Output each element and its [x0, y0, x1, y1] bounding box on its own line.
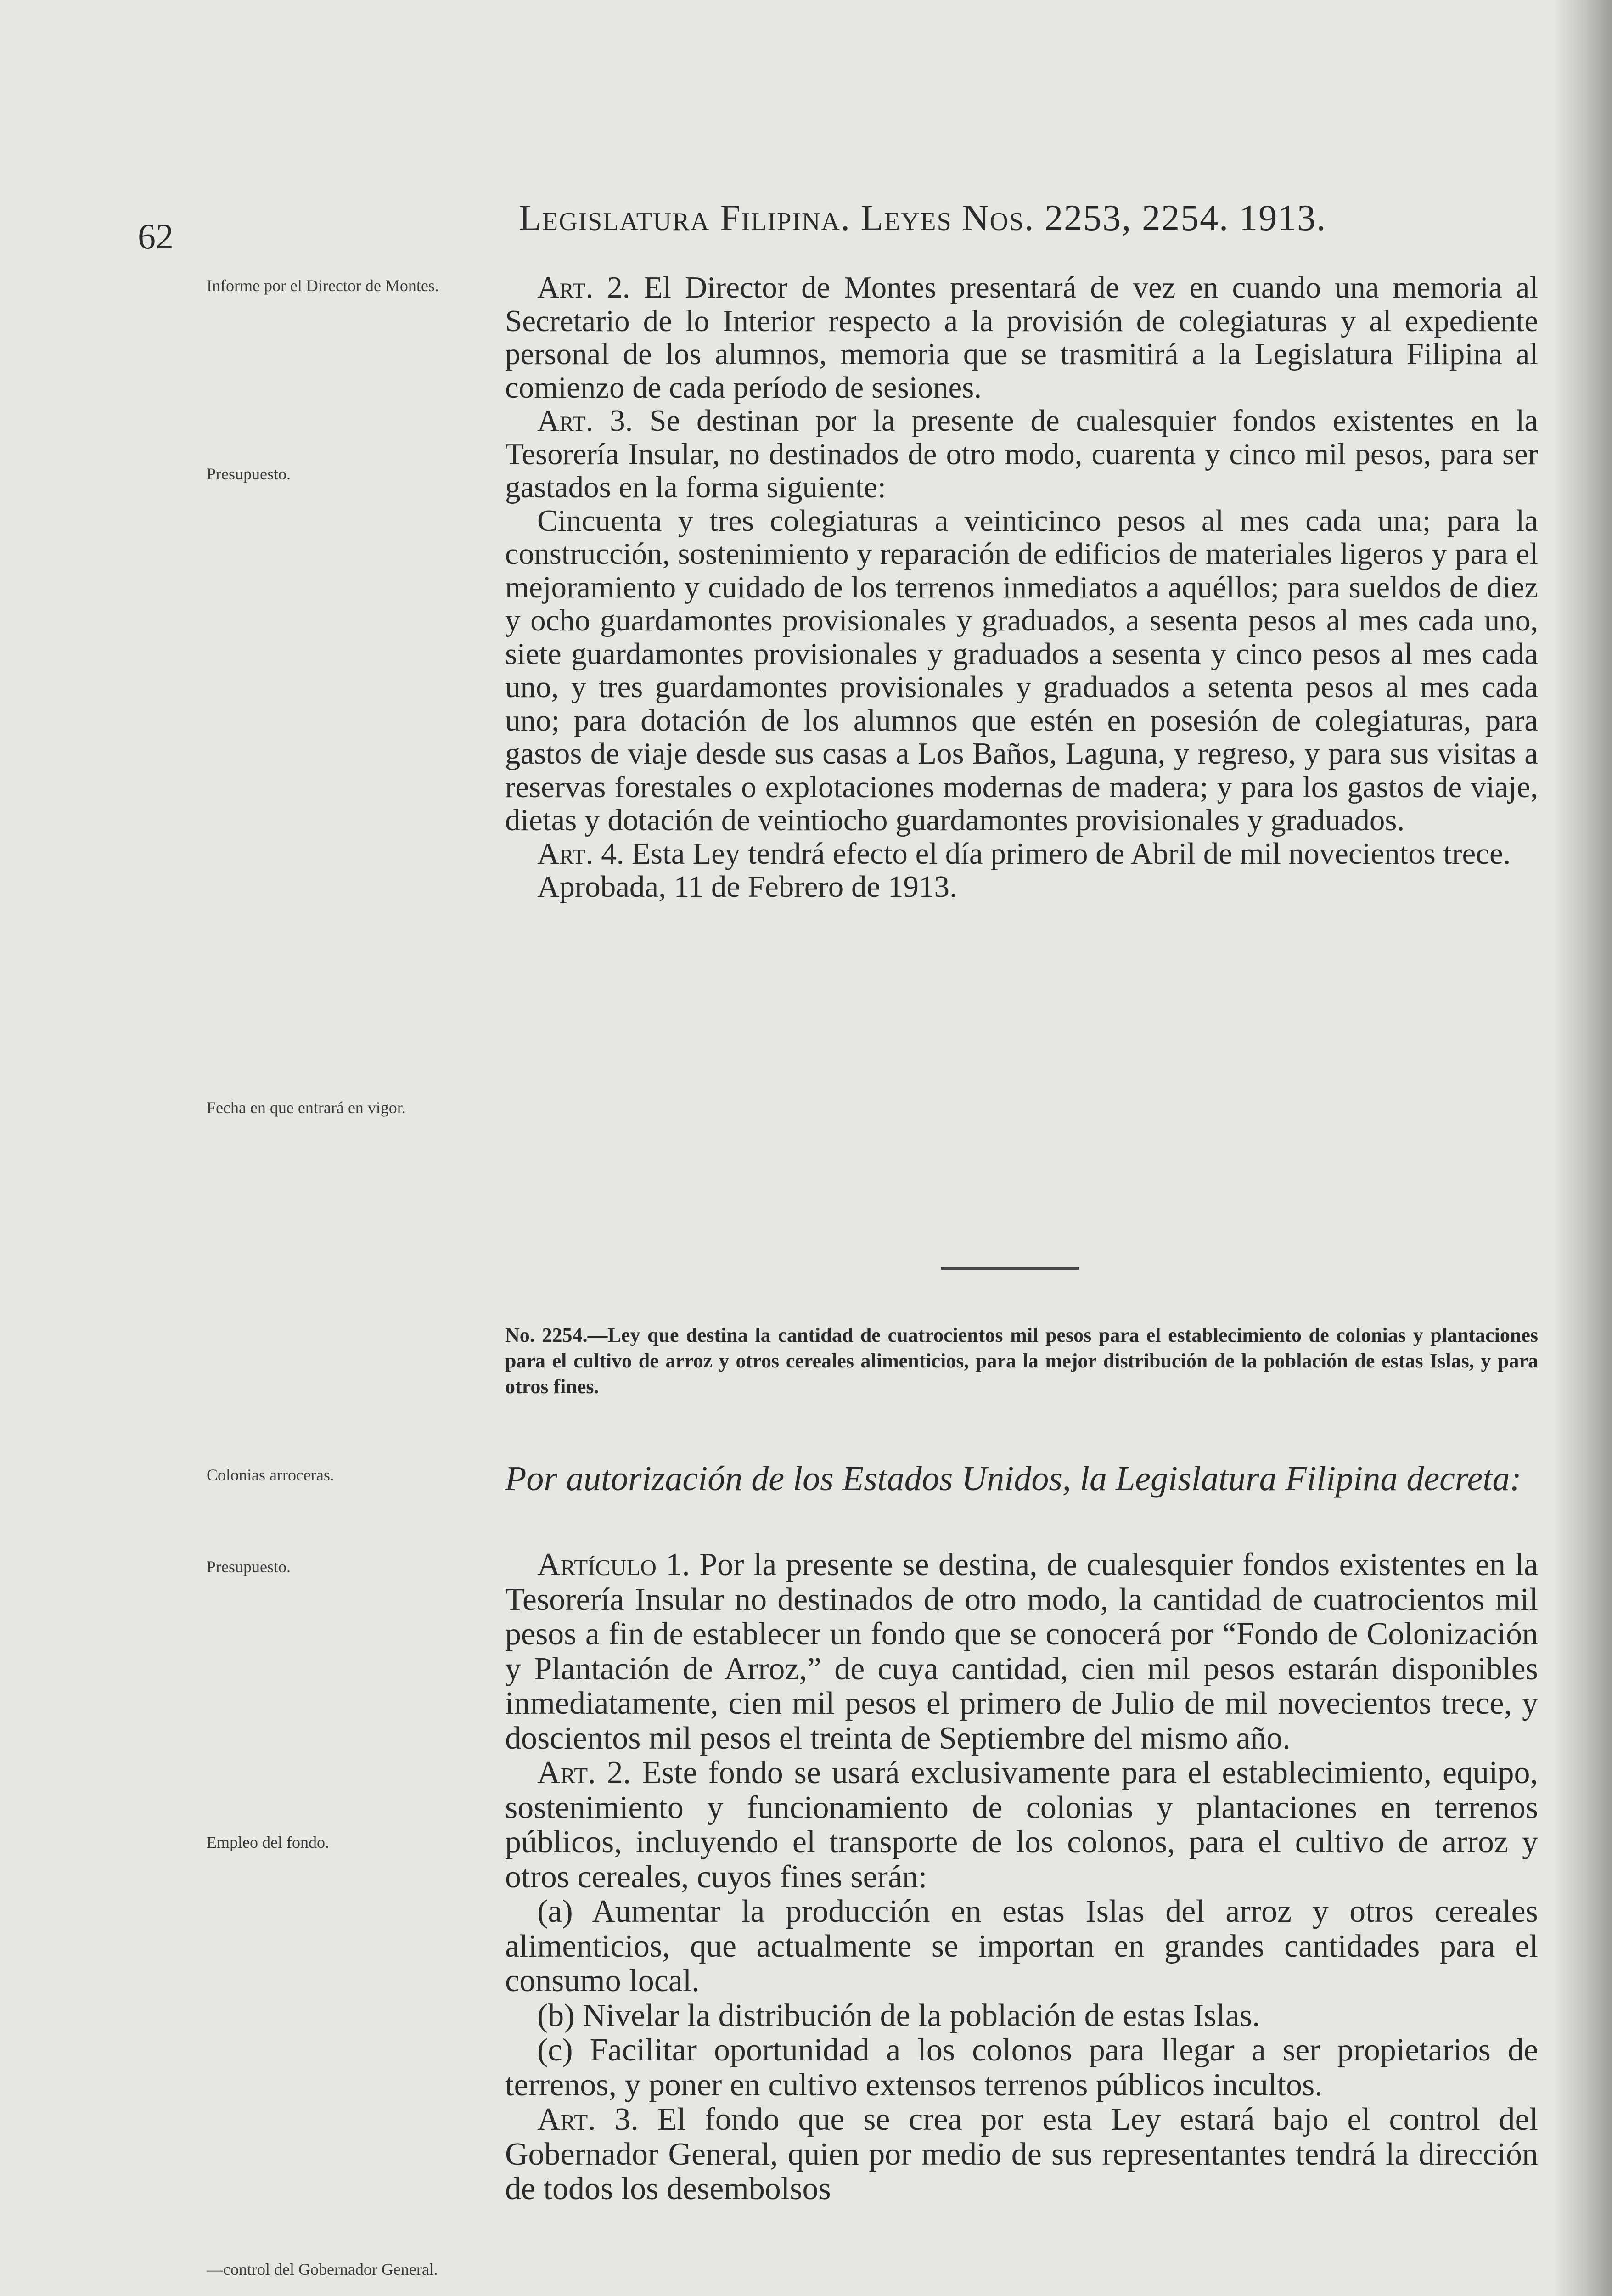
- art-label: Art. 2.: [537, 1755, 631, 1790]
- page-number: 62: [138, 216, 174, 256]
- margin-note-control: —control del Gobernador General.: [207, 2260, 438, 2279]
- art-text: Esta Ley tendrá efecto el día primero de Abril de mil novecientos trece.: [632, 836, 1511, 871]
- art-text: Se destinan por la presente de cualesquier fondos existentes en la Tesorería Insular, no destinados de otro modo, cuarenta y cinco mil pesos, para ser gastados en la forma siguiente:: [505, 404, 1539, 504]
- margin-note-empleo: Empleo del fondo.: [207, 1833, 329, 1851]
- law-2253-art3: [505, 404, 1538, 504]
- law-2253-art4: [505, 837, 1538, 871]
- art-text: Por la presente se destina, de cualesquier fondos existentes en la Tesorería Insular no destinados de otro modo, la cantidad de cuatrocientos mil pesos a fin de establecer un fondo que se conocerá por “Fondo de Colonización y Plantación de Arroz,” de cuya cantidad, cien mil pesos estarán disponibles inmediatamente, cien mil pesos el primero de Julio de mil novecientos trece, y doscientos mil pesos el treinta de Septiembre del mismo año.: [505, 1547, 1539, 1756]
- law-2254-art2: [505, 1756, 1538, 1894]
- law-2254-title: [505, 1322, 1538, 1400]
- art-label: Art. 3.: [537, 404, 633, 438]
- law-2254-art1: [505, 1548, 1538, 1756]
- law-2254-art3: [505, 2102, 1538, 2206]
- law-number: No. 2254.: [505, 1324, 588, 1346]
- law-2253-body: [505, 271, 1538, 904]
- running-header: Legislatura Filipina. Leyes Nos. 2253, 2254. 1913.: [519, 198, 1327, 238]
- margin-note-fecha: Fecha en que entrará en vigor.: [207, 1098, 406, 1117]
- law-2254-item-a: (a) Aumentar la producción en estas Islas del arroz y otros cereales alimenticios, que actualmente se importan en grandes cantidades para el consumo local.: [505, 1894, 1538, 1998]
- art-text: El fondo que se crea por esta Ley estará bajo el control del Gobernador General, quien por medio de sus representantes tendrá la dirección de todos los desembolsos: [505, 2102, 1538, 2206]
- margin-note-presupuesto-2: Presupuesto.: [207, 1558, 291, 1576]
- art-label: Artículo 1.: [537, 1547, 690, 1582]
- art-text: El Director de Montes presentará de vez en cuando una memoria al Secretario de lo Interior respecto a la provisión de colegiaturas y al expediente personal de los alumnos, memoria que se trasmitirá a la Legislatura Filipina al comienzo de cada período de sesiones.: [505, 270, 1538, 405]
- law-2254-body: [505, 1548, 1538, 2206]
- law-2253-approved: Aprobada, 11 de Febrero de 1913.: [537, 870, 957, 904]
- decree-formula: [505, 1460, 1538, 1497]
- page-edge-shadow: [1552, 0, 1612, 2296]
- decree-text: Por autorización de los Estados Unidos, la Legislatura Filipina decreta:: [505, 1459, 1522, 1498]
- margin-note-presupuesto: Presupuesto.: [207, 465, 291, 483]
- art-label: Art. 3.: [537, 2102, 639, 2137]
- section-divider: [941, 1267, 1079, 1270]
- law-2253-art3-detail: Cincuenta y tres colegiaturas a veinticinco pesos al mes cada una; para la construcción, sostenimiento y reparación de edificios de materiales ligeros y para el mejoramiento y cuidado de los terrenos inmediatos a aquéllos; para sueldos de diez y ocho guardamontes provisionales y graduados, a sesenta pesos al mes cada uno, siete guardamontes provisionales y graduados a sesenta y cinco pesos al mes cada uno, y tres guardamontes provisionales y graduados a setenta pesos al mes cada uno; para dotación de los alumnos que estén en posesión de colegiaturas, para gastos de viaje desde sus casas a Los Baños, Laguna, y regreso, y para sus visitas a reservas forestales o explotaciones modernas de madera; y para los gastos de viaje, dietas y dotación de veintiocho guardamontes provisionales y graduados.: [505, 503, 1538, 837]
- margin-note-informe: Informe por el Director de Montes.: [207, 276, 439, 295]
- art-label: Art. 4.: [537, 836, 624, 871]
- law-title-text: —Ley que destina la cantidad de cuatrocientos mil pesos para el establecimiento de colonias y plantaciones para el cultivo de arroz y otros cereales alimenticios, para la mejor distribución de la población de estas Islas, y para otros fines.: [505, 1324, 1538, 1398]
- law-2254-item-c: (c) Facilitar oportunidad a los colonos para llegar a ser propietarios de terrenos, y poner en cultivo extensos terrenos públicos incultos.: [505, 2032, 1538, 2103]
- law-2254-item-b: (b) Nivelar la distribución de la población de estas Islas.: [537, 1998, 1260, 2033]
- art-label: Art. 2.: [537, 270, 630, 304]
- art-text: Este fondo se usará exclusivamente para el establecimiento, equipo, sostenimiento y funcionamiento de colonias y plantaciones en terrenos públicos, incluyendo el transporte de los colonos, para el cultivo de arroz y otros cereales, cuyos fines serán:: [505, 1755, 1538, 1895]
- margin-note-colonias: Colonias arroceras.: [207, 1466, 334, 1484]
- law-2253-art2: [505, 271, 1538, 404]
